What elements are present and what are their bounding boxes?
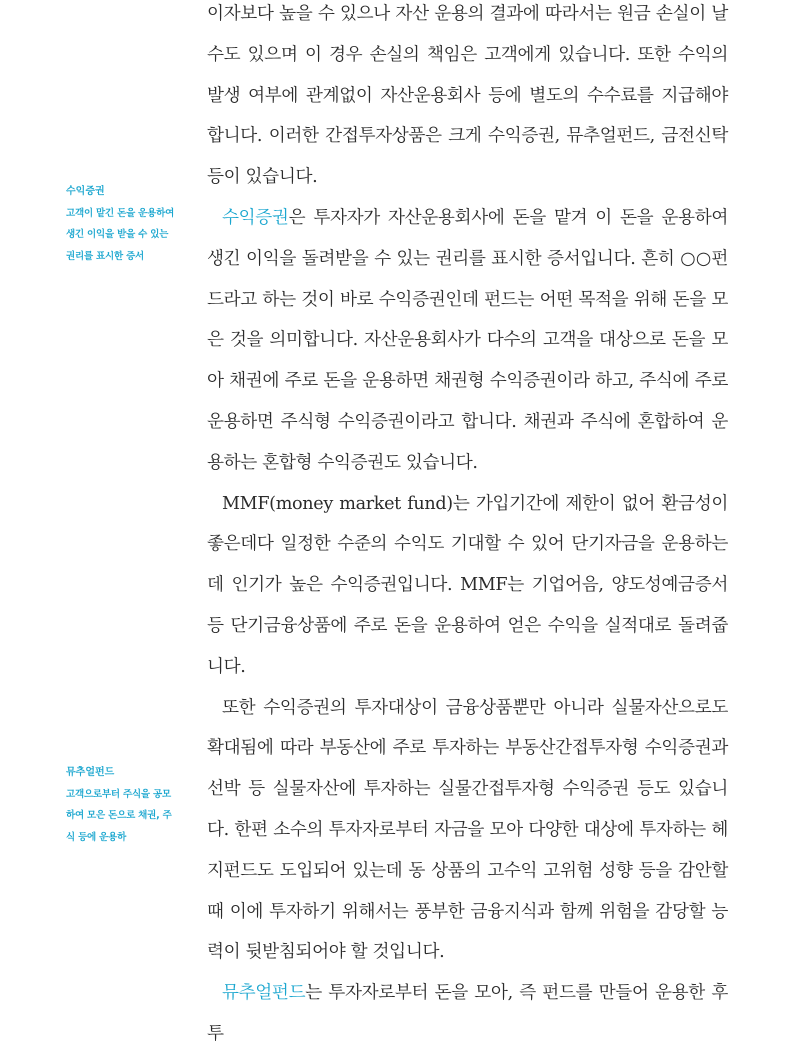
paragraph-text: 는 투자자로부터 돈을 모아, 즉 펀드를 만들어 운용한 후 투	[207, 983, 728, 1044]
paragraph: 또한 수익증권의 투자대상이 금융상품뿐만 아니라 실물자산으로도 확대됨에 따라 부동산에 주로 투자하는 부동산간접투자형 수익증권과 선박 등 실물자산에 투자하는 실물간접투자형 수익증권 등도 있습니다. 한편 소수의 투자자로부터 자금을 모아 다양한 대상에 투자하는 헤지펀드도 도입되어 있는데 동 상품의 고수익 고위험 성향 등을 감안할 때 이에 투자하기 위해서는 풍부한 금융지식과 함께 위험을 감당할 능력이 뒷받침되어야 할 것입니다.	[207, 697, 728, 963]
glossary-description: 고객으로부터 주식을 공모하여 모은 돈으로 채권, 주식 등에 운용하	[66, 788, 172, 843]
glossary-description: 고객이 맡긴 돈을 운용하여 생긴 이익을 받을 수 있는 권리를 표시한 증서	[66, 207, 175, 262]
paragraph: MMF(money market fund)는 가입기간에 제한이 없어 환금성이 좋은데다 일정한 수준의 수익도 기대할 수 있어 단기자금을 운용하는 데 인기가 높은 수익증권입니다. MMF는 기업어음, 양도성예금증서 등 단기금융상품에 주로 돈을 운용하여 얻은 수익을 실적대로 돌려줍니다.	[207, 493, 728, 677]
highlighted-term: 뮤추얼펀드	[222, 983, 306, 1004]
glossary-note-mutual-fund	[66, 762, 178, 848]
glossary-note-suik-jeunggwon	[66, 181, 178, 267]
highlighted-term: 수익증권	[222, 207, 289, 228]
paragraph-text: 은 투자자가 자산운용회사에 돈을 맡겨 이 돈을 운용하여 생긴 이익을 돌려받을 수 있는 권리를 표시한 증서입니다. 흔히 ○○펀드라고 하는 것이 바로 수익증권인데 펀드는 어떤 목적을 위해 돈을 모은 것을 의미합니다. 자산운용회사가 다수의 고객을 대상으로 돈을 모아 채권에 주로 돈을 운용하면 채권형 수익증권이라 하고, 주식에 주로 운용하면 주식형 수익증권이라고 합니다. 채권과 주식에 혼합하여 운용하는 혼합형 수익증권도 있습니다.	[207, 207, 728, 473]
paragraph: 이자보다 높을 수 있으나 자산 운용의 결과에 따라서는 원금 손실이 날 수도 있으며 이 경우 손실의 책임은 고객에게 있습니다. 또한 수익의 발생 여부에 관계없이 자산운용회사 등에 별도의 수수료를 지급해야 합니다. 이러한 간접투자상품은 크게 수익증권, 뮤추얼펀드, 금전신탁 등이 있습니다.	[207, 4, 728, 188]
glossary-term: 수익증권	[66, 186, 105, 197]
glossary-term: 뮤추얼펀드	[66, 767, 115, 778]
paragraph	[207, 198, 728, 484]
body-text	[207, 0, 728, 1055]
paragraph	[207, 973, 728, 1055]
